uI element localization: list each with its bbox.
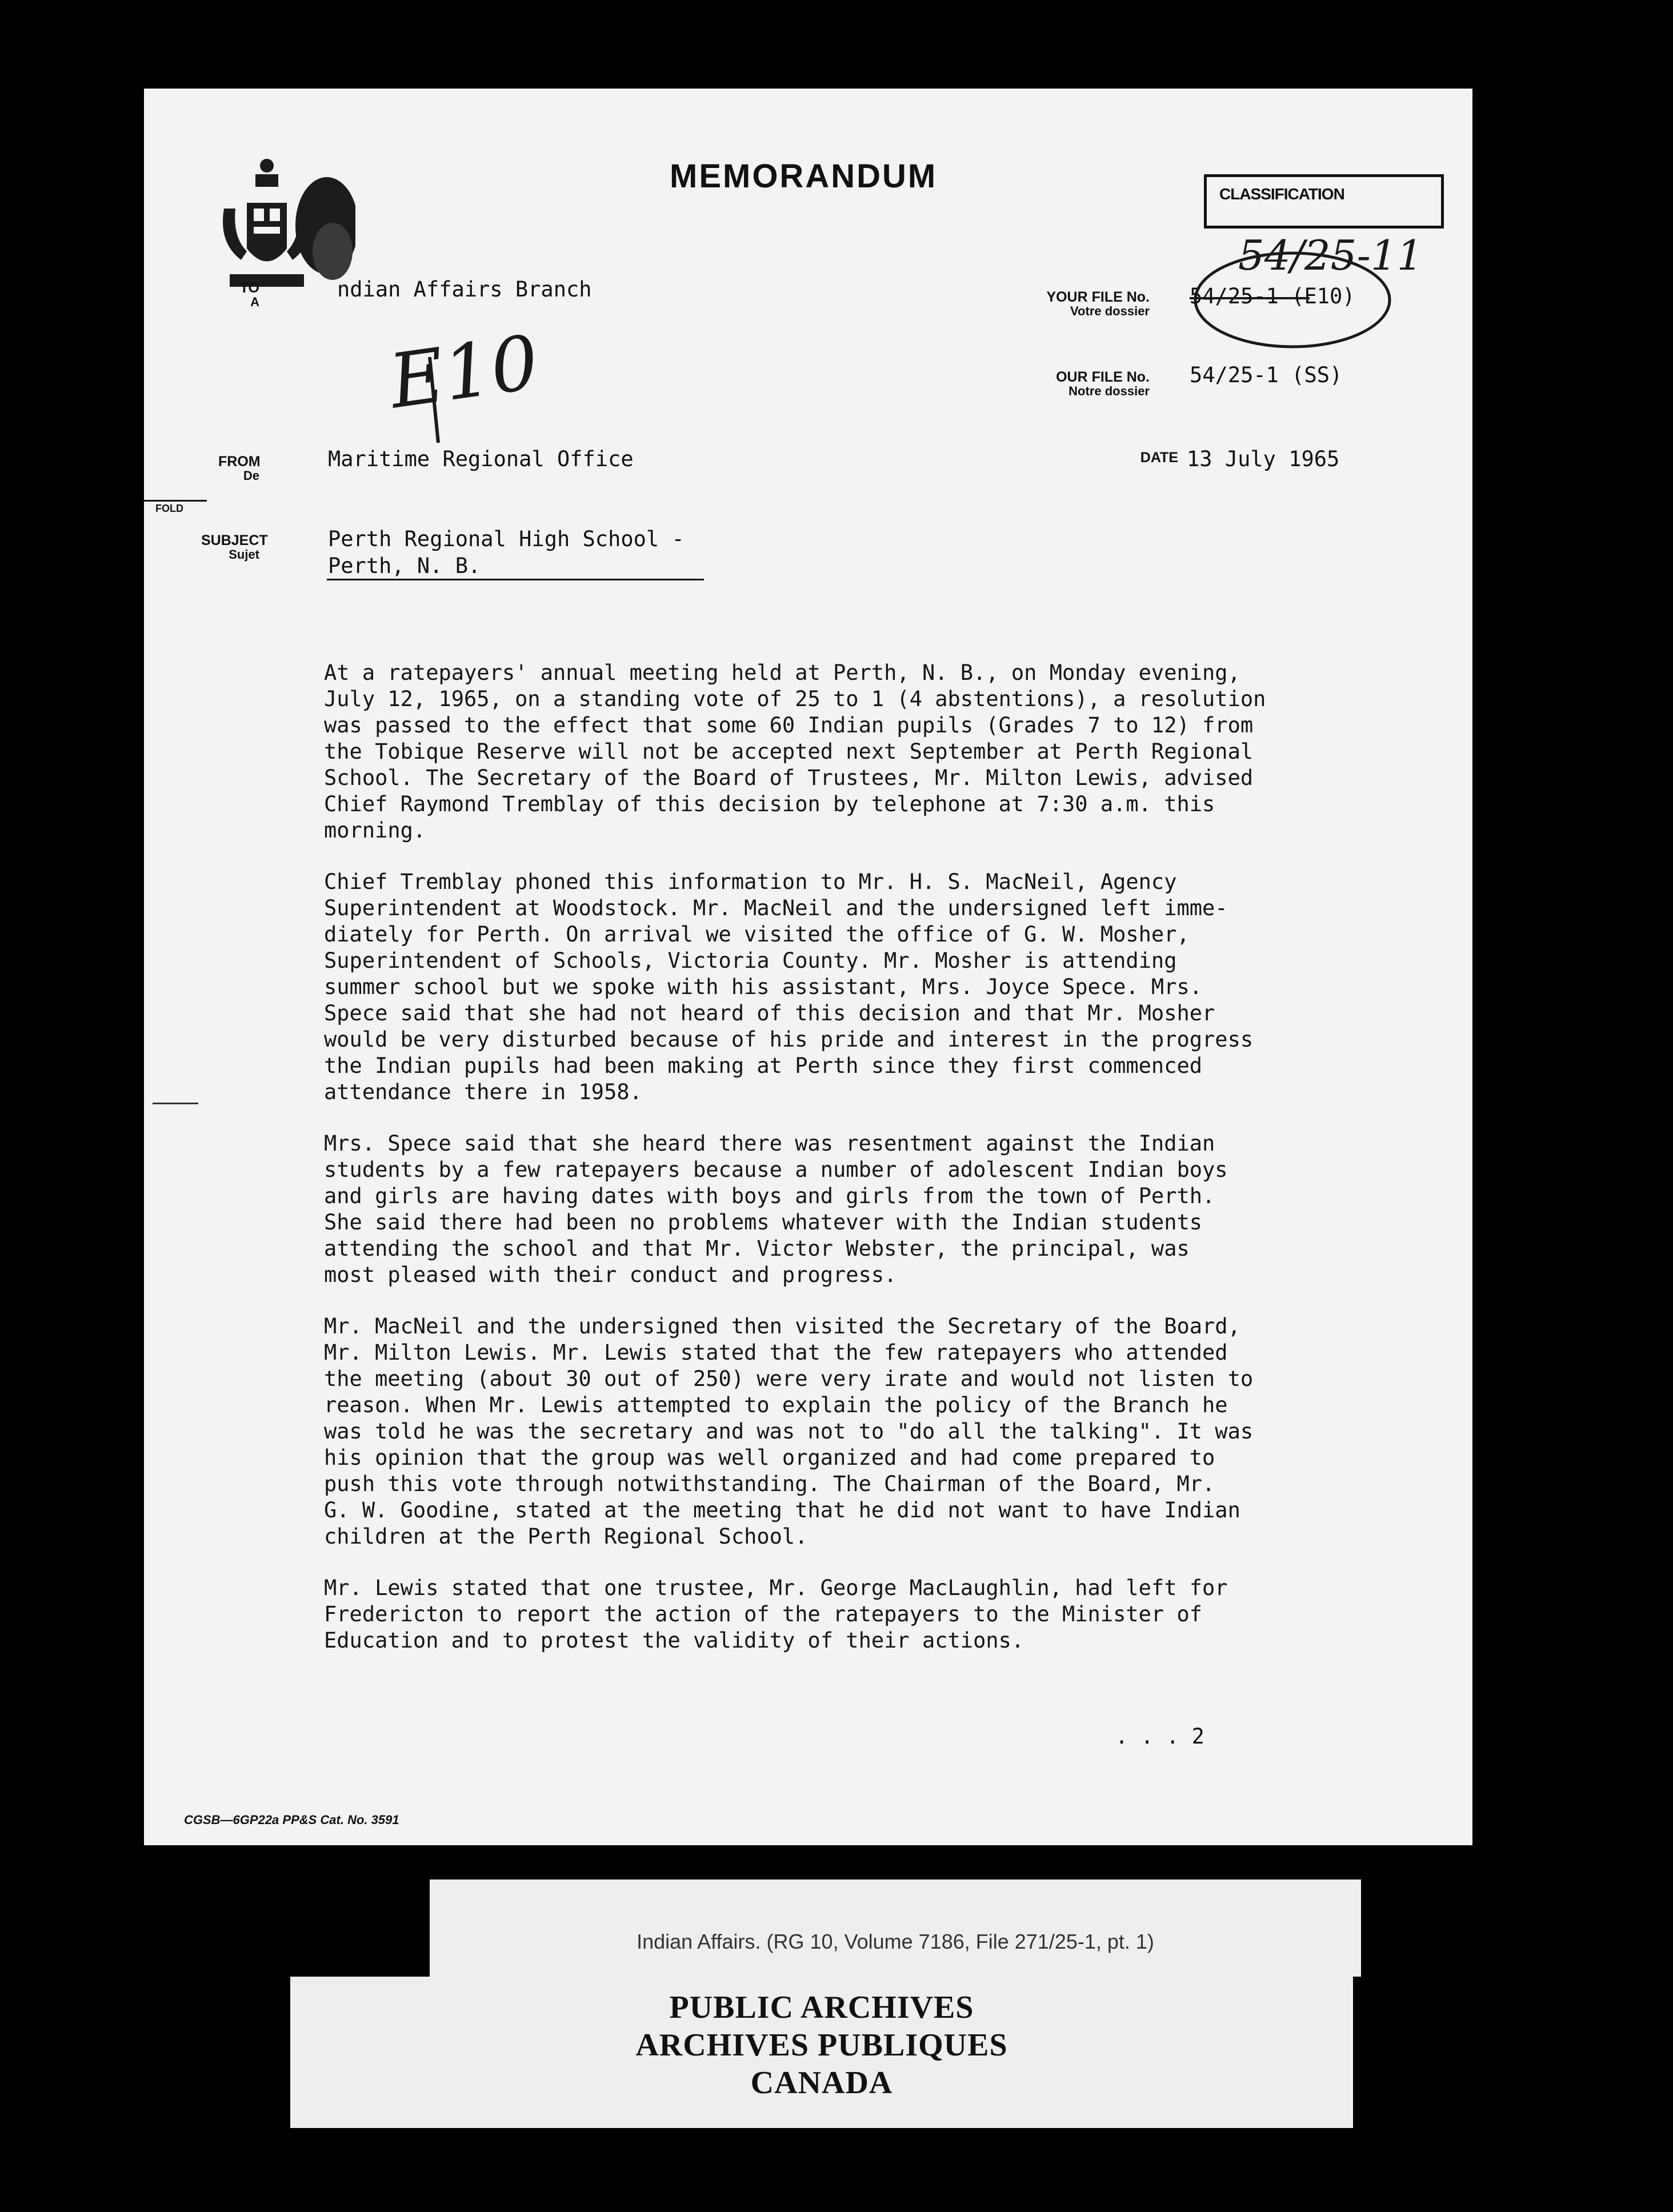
- stamp-line-3: CANADA: [750, 2065, 893, 2101]
- your-file-label: YOUR FILE No. Votre dossier: [1046, 289, 1150, 319]
- subject-label: SUBJECT Sujet: [201, 532, 268, 562]
- stamp-line-1: PUBLIC ARCHIVES: [669, 1990, 974, 2025]
- your-file-strikeout: [1190, 297, 1310, 299]
- subject-underline: [327, 579, 704, 580]
- memo-title: MEMORANDUM: [670, 158, 938, 195]
- handwritten-e10: E10: [384, 318, 544, 426]
- to-label: TO A: [239, 280, 259, 310]
- fold-label: FOLD: [155, 503, 183, 514]
- from-value: Maritime Regional Office: [328, 447, 634, 471]
- classification-label: CLASSIFICATION: [1219, 185, 1344, 203]
- subject-line-1: Perth Regional High School -: [328, 527, 685, 551]
- classification-box: [1204, 174, 1444, 229]
- archive-citation-label: [430, 1880, 1361, 1977]
- paragraph-5: Mr. Lewis stated that one trustee, Mr. George MacLaughlin, had left for Fredericton to report the action of the ratepayers to the Minister of Education and to protest the validity of their actions.: [324, 1576, 1228, 1653]
- your-file-value: 54/25-1 (E10): [1190, 284, 1355, 308]
- our-file-value: 54/25-1 (SS): [1190, 363, 1343, 387]
- handwritten-check-icon: [418, 351, 487, 448]
- archive-stamp: [290, 1977, 1353, 2128]
- paragraph-1: At a ratepayers' annual meeting held at Perth, N. B., on Monday evening, July 12, 1965, on a standing vote of 25 to 1 (4 abstentions), a resolution was passed to the effect that some 60 Indian pupils (Grades 7 to 12) from the Tobique Reserve will not be accepted next September at Perth Regional School. The Secretary of the Board of Trustees, Mr. Milton Lewis, advised Chief Raymond Tremblay of this decision by telephone at 7:30 a.m. this morning.: [324, 660, 1266, 843]
- from-label: FROM De: [218, 454, 261, 483]
- form-code: CGSB—6GP22a PP&S Cat. No. 3591: [184, 1813, 399, 1827]
- margin-mark: [153, 1103, 198, 1104]
- date-value: 13 July 1965: [1187, 447, 1340, 471]
- memo-page: [144, 89, 1472, 1845]
- our-file-label: OUR FILE No. Notre dossier: [1056, 369, 1150, 399]
- page-continuation: . . . 2: [1115, 1724, 1204, 1749]
- to-value: ndian Affairs Branch: [337, 277, 592, 302]
- subject-line-2: Perth, N. B.: [328, 554, 481, 578]
- handwritten-file-number: 54/25-11: [1238, 231, 1423, 279]
- fold-mark: [144, 500, 207, 514]
- paragraph-3: Mrs. Spece said that she heard there was resentment against the Indian students by a few ratepayers because a number of adolescent Indian boys and girls are having dates with boys and girls from the town of Perth. She said there had been no problems whatever with the Indian students attending the school and that Mr. Victor Webster, the principal, was most pleased with their conduct and progress.: [324, 1131, 1228, 1287]
- paragraph-2: Chief Tremblay phoned this information to Mr. H. S. MacNeil, Agency Superintendent at Woodstock. Mr. MacNeil and the undersigned left imme- diately for Perth. On arrival we visited the office of G. W. Mosher, Superintendent of Schools, Victoria County. Mr. Mosher is attending summer school but we spoke with his assistant, Mrs. Joyce Spece. Mrs. Spece said that she had not heard of this decision and that Mr. Mosher would be very disturbed because of his pride and interest in the progress the Indian pupils had been making at Perth since they first commenced attendance there in 1958.: [324, 869, 1254, 1104]
- paragraph-4: Mr. MacNeil and the undersigned then visited the Secretary of the Board, Mr. Milton Lewis. Mr. Lewis stated that the few ratepayers who attended the meeting (about 30 out of 250) were very irate and would not listen to reason. When Mr. Lewis attempted to explain the policy of the Branch he was told he was the secretary and was not to "do all the talking". It was his opinion that the group was well organized and had come prepared to push this vote through notwithstanding. The Chairman of the Board, Mr. G. W. Goodine, stated at the meeting that he did not want to have Indian children at the Perth Regional School.: [324, 1314, 1254, 1549]
- archive-citation: Indian Affairs. (RG 10, Volume 7186, File 271/25-1, pt. 1): [637, 1930, 1154, 1953]
- date-label: DATE: [1140, 450, 1178, 466]
- stamp-line-2: ARCHIVES PUBLIQUES: [635, 2027, 1008, 2063]
- memo-body: [324, 660, 1421, 1679]
